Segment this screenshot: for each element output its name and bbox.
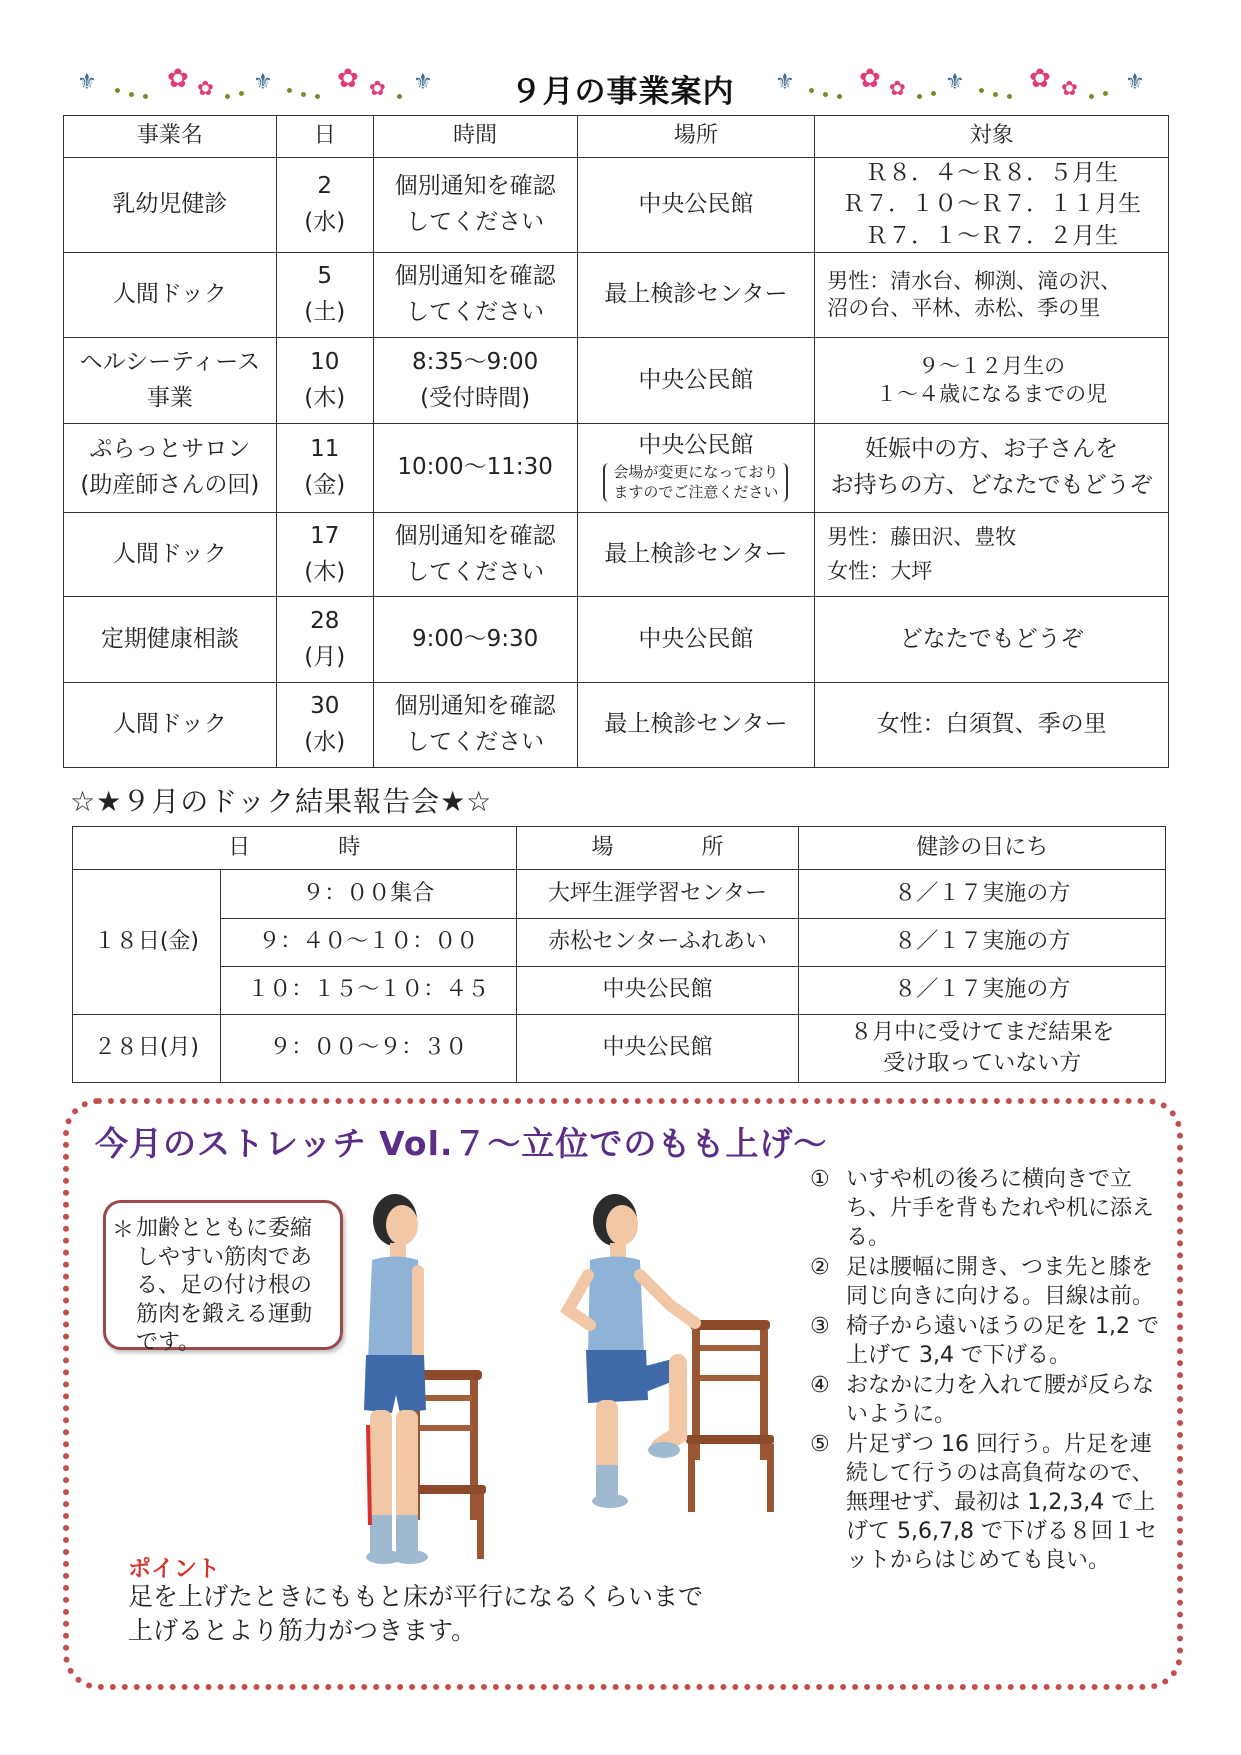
event-day: 28 [310, 607, 340, 634]
event-day: 17 [310, 522, 340, 549]
event-day: 11 [310, 436, 340, 463]
table-row [64, 683, 1169, 768]
event-day: 5 [317, 263, 333, 290]
event-time: してください [406, 299, 545, 325]
table-header-row [73, 827, 1166, 870]
event-target: 女性：大坪 [827, 558, 933, 583]
stretch-steps [800, 1165, 1165, 1576]
event-place: 中央公民館 [638, 625, 754, 652]
report-day: ２８日(月) [73, 1015, 221, 1083]
event-time: 個別通知を確認 [394, 263, 556, 290]
flower-icon: ✿ [197, 76, 214, 100]
step-item: ② 足は腰幅に開き、つま先と膝を同じ向きに向ける。目線は前。 [810, 1255, 1155, 1310]
event-time: 8:35～9:00 [411, 348, 539, 375]
event-target: どなたでもどうぞ [899, 625, 1084, 652]
report-place: 赤松センターふれあい [516, 919, 799, 967]
event-name: (助産師さんの回) [80, 472, 260, 498]
event-time: してください [406, 558, 545, 585]
stretch-callout [103, 1200, 343, 1356]
dragonfly-icon: ⚜ [1125, 70, 1145, 95]
event-target: Ｒ７．１～Ｒ７．２月生 [865, 222, 1119, 249]
dock-report-heading: ☆★９月のドック結果報告会★☆ [70, 785, 493, 818]
report-time: ９：４０～１０：００ [220, 919, 516, 967]
event-target: １～４歳になるまでの児 [876, 381, 1108, 406]
event-time: してください [406, 729, 545, 755]
event-place: 最上検診センター [604, 711, 788, 738]
event-time: 10:00～11:30 [397, 454, 553, 481]
table-row [64, 253, 1169, 338]
table-row [73, 870, 1166, 919]
event-name: 人間ドック [112, 540, 227, 567]
asterisk-mark: ＊ [112, 1218, 135, 1243]
point-text: 足を上げたときにももと床が平行になるくらいまで 上げるとより筋力がつきます。 [128, 1582, 704, 1645]
column-header: 対象 [815, 116, 1169, 158]
report-time: １０：１５～１０：４５ [220, 967, 516, 1015]
event-day: 30 [310, 693, 340, 720]
event-time: 個別通知を確認 [394, 173, 556, 200]
report-place: 中央公民館 [516, 1015, 799, 1083]
flower-icon: ✿ [167, 64, 189, 94]
event-name: 事業 [146, 384, 193, 411]
schedule-table [63, 115, 1169, 768]
event-time: 9:00～9:30 [411, 625, 539, 652]
table-header-row [64, 116, 1169, 158]
event-place: 最上検診センター [604, 281, 788, 308]
column-header: 日 時 [73, 827, 517, 870]
event-place: 最上検診センター [604, 540, 788, 567]
event-weekday: (木) [304, 384, 346, 411]
event-place: 中央公民館 [638, 366, 754, 393]
dragonfly-icon: ⚜ [253, 70, 273, 95]
column-header: 場所 [577, 116, 815, 158]
table-row [64, 513, 1169, 597]
event-name: 乳幼児健診 [112, 191, 228, 218]
flower-icon: ✿ [1029, 64, 1051, 94]
event-target: お持ちの方、どなたでもどうぞ [830, 472, 1153, 498]
step-item: ⑤ 片足ずつ 16 回行う。片足を連続して行うのは高負荷なので、無理せず、最初は 1,2,3,4 で上げて 5,6,7,8 で下げる８回１セットからはじめても良い。 [810, 1432, 1157, 1574]
table-row [73, 1015, 1166, 1083]
flower-icon: ✿ [1061, 76, 1078, 100]
report-day: １８日(金) [73, 870, 221, 1015]
report-time: ９：００～９：３０ [220, 1015, 516, 1083]
flower-icon: ✿ [859, 64, 881, 94]
event-target: 沼の台、平林、赤松、季の里 [827, 296, 1101, 320]
report-exam-date: ８月中に受けてまだ結果を [850, 1019, 1115, 1045]
event-name: ヘルシーティース [79, 348, 261, 375]
table-row [64, 338, 1169, 424]
report-exam-date: ８／１７実施の方 [799, 870, 1166, 919]
column-header: 時間 [373, 116, 577, 158]
report-exam-date: ８／１７実施の方 [799, 967, 1166, 1015]
column-header: 日 [276, 116, 373, 158]
step-item: ① いすや机の後ろに横向きで立ち、片手を背もたれや机に添える。 [810, 1167, 1155, 1251]
event-place: 中央公民館 [638, 431, 754, 458]
report-place: 大坪生涯学習センター [516, 870, 799, 919]
report-exam-date: ８／１７実施の方 [799, 919, 1166, 967]
event-time: 個別通知を確認 [394, 693, 556, 720]
event-target: 妊娠中の方、お子さんを [865, 436, 1119, 463]
table-row [64, 424, 1169, 513]
venue-change-note: 会場が変更になっており ますのでご注意ください [603, 463, 788, 502]
table-row [73, 919, 1166, 967]
header-banner [75, 58, 1170, 114]
event-weekday: (月) [304, 643, 346, 670]
event-target: 男性：藤田沢、豊牧 [827, 524, 1017, 549]
column-header: 場 所 [516, 827, 799, 870]
event-weekday: (水) [304, 729, 346, 755]
event-weekday: (水) [304, 209, 346, 235]
dock-report-table [72, 826, 1166, 1083]
event-target: 男性：清水台、柳渕、滝の沢、 [827, 268, 1122, 293]
event-day: 10 [310, 348, 340, 375]
page-title: ９月の事業案内 [510, 74, 735, 110]
event-weekday: (木) [304, 558, 346, 585]
chair-icon [686, 1320, 774, 1512]
event-place: 中央公民館 [638, 191, 754, 218]
standing-woman-illustration [350, 1185, 510, 1570]
callout-text: 加齢とともに委縮しやすい筋肉である、足の付け根の筋肉を鍛える運動です。 [136, 1216, 313, 1356]
step-item: ④ おなかに力を入れて腰が反らないように。 [810, 1373, 1155, 1428]
event-time: してください [406, 209, 545, 235]
dragonfly-icon: ⚜ [775, 70, 795, 95]
event-target: 女性：白須賀、季の里 [876, 711, 1107, 738]
flower-icon: ✿ [337, 64, 359, 94]
dragonfly-icon: ⚜ [413, 70, 433, 95]
dragonfly-icon: ⚜ [945, 70, 965, 95]
stretch-title: 今月のストレッチ Vol.７～立位でのもも上げ～ [95, 1124, 828, 1163]
point-label: ポイント [128, 1556, 220, 1582]
report-place: 中央公民館 [516, 967, 799, 1015]
flower-icon: ✿ [369, 76, 386, 100]
table-row [73, 967, 1166, 1015]
report-exam-date: 受け取っていない方 [883, 1050, 1082, 1076]
event-name: 人間ドック [112, 281, 227, 308]
event-time: (受付時間) [420, 384, 531, 411]
column-header: 事業名 [64, 116, 277, 158]
event-target: ９～１２月生の [918, 354, 1066, 379]
dragonfly-icon: ⚜ [77, 70, 97, 95]
event-target: Ｒ８．４～Ｒ８．５月生 [865, 160, 1119, 187]
table-row [64, 597, 1169, 683]
event-weekday: (金) [304, 472, 346, 498]
knee-raise-illustration [560, 1185, 785, 1515]
event-weekday: (土) [304, 299, 346, 325]
step-item: ③ 椅子から遠いほうの足を 1,2 で上げて 3,4 で下げる。 [810, 1314, 1159, 1369]
event-target: Ｒ７．１０～Ｒ７．１１月生 [842, 191, 1142, 218]
event-name: 人間ドック [112, 711, 227, 738]
event-time: 個別通知を確認 [394, 522, 556, 549]
column-header: 健診の日にち [799, 827, 1166, 870]
event-name: ぷらっとサロン [89, 436, 251, 463]
event-name: 定期健康相談 [100, 625, 239, 652]
report-time: ９：００集合 [220, 870, 516, 919]
table-row [64, 158, 1169, 253]
event-day: 2 [317, 173, 333, 200]
flower-icon: ✿ [889, 76, 906, 100]
